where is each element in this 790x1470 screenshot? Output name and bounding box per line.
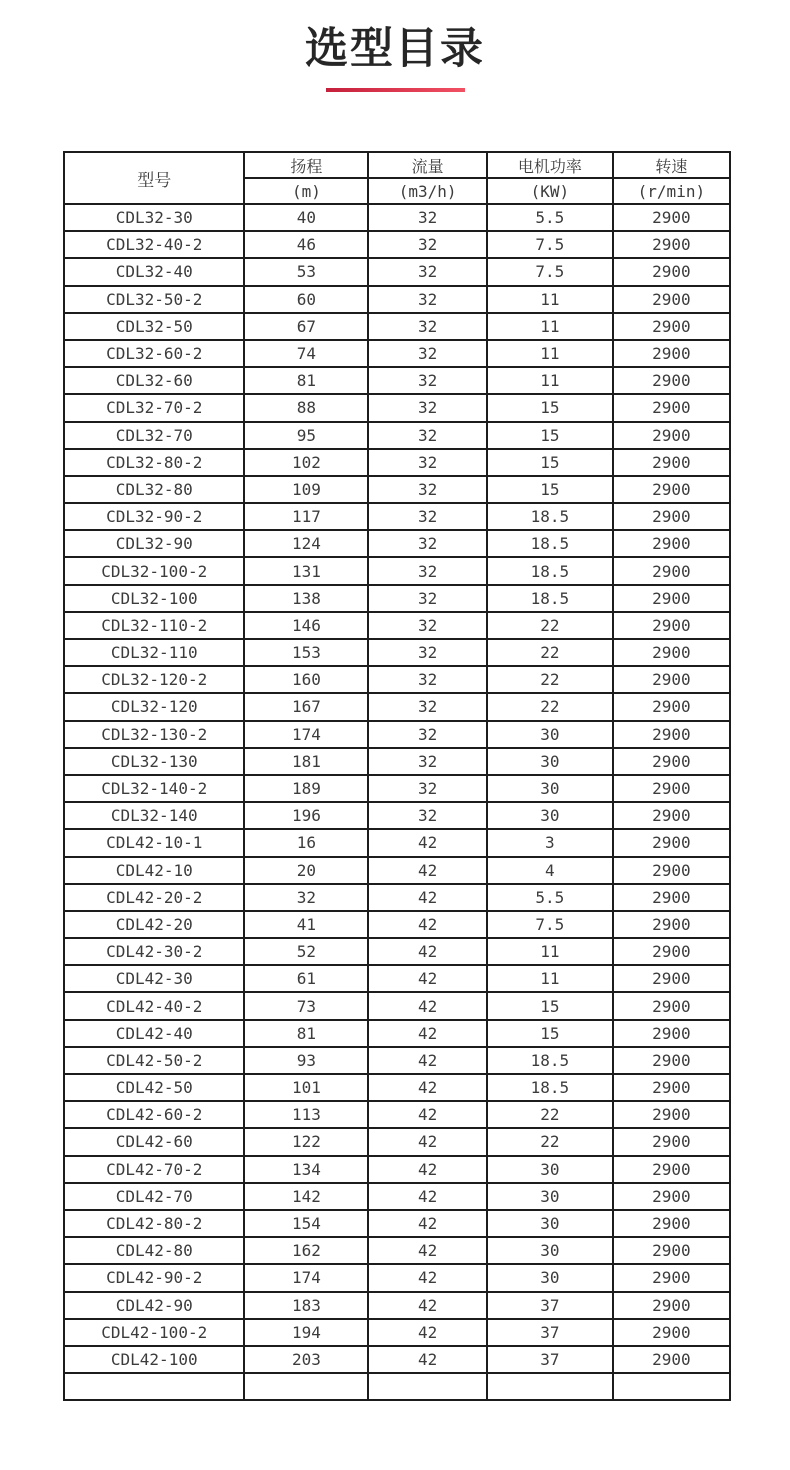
cell-model: CDL32-110: [64, 639, 244, 666]
cell-model: CDL32-40-2: [64, 231, 244, 258]
cell-speed: 2900: [613, 422, 730, 449]
cell-power: 22: [487, 693, 613, 720]
cell-speed: 2900: [613, 231, 730, 258]
cell-flow: 32: [368, 286, 487, 313]
cell-model: CDL32-30: [64, 204, 244, 231]
cell-model: CDL42-10-1: [64, 829, 244, 856]
cell-flow: 42: [368, 1346, 487, 1373]
cell-model: CDL32-60-2: [64, 340, 244, 367]
cell-flow: 42: [368, 1319, 487, 1346]
cell-model: CDL42-20: [64, 911, 244, 938]
cell-power: 22: [487, 1101, 613, 1128]
cell-power: 15: [487, 1020, 613, 1047]
cell-model: CDL42-50: [64, 1074, 244, 1101]
table-row-partial: [64, 1373, 730, 1400]
cell-head: 189: [244, 775, 368, 802]
header-label-row: [64, 152, 730, 178]
cell-power: 7.5: [487, 911, 613, 938]
cell-flow: 32: [368, 612, 487, 639]
cell-flow: 42: [368, 1047, 487, 1074]
cell-speed: 2900: [613, 1020, 730, 1047]
cell-power: 30: [487, 721, 613, 748]
cell-speed: 2900: [613, 1047, 730, 1074]
cell-speed: 2900: [613, 965, 730, 992]
table-row: [64, 1074, 730, 1101]
cell-power: 7.5: [487, 231, 613, 258]
cell-head: 41: [244, 911, 368, 938]
cell-flow: 32: [368, 639, 487, 666]
table-row: [64, 1047, 730, 1074]
cell-empty: [244, 1373, 368, 1400]
cell-empty: [64, 1373, 244, 1400]
cell-head: 101: [244, 1074, 368, 1101]
cell-power: 30: [487, 1183, 613, 1210]
cell-flow: 42: [368, 1237, 487, 1264]
cell-power: 30: [487, 802, 613, 829]
table-row: [64, 340, 730, 367]
cell-speed: 2900: [613, 884, 730, 911]
cell-head: 174: [244, 721, 368, 748]
cell-speed: 2900: [613, 693, 730, 720]
cell-flow: 42: [368, 1292, 487, 1319]
cell-flow: 42: [368, 857, 487, 884]
cell-speed: 2900: [613, 1346, 730, 1373]
cell-head: 174: [244, 1264, 368, 1291]
cell-speed: 2900: [613, 449, 730, 476]
cell-head: 60: [244, 286, 368, 313]
cell-flow: 32: [368, 530, 487, 557]
cell-empty: [368, 1373, 487, 1400]
cell-head: 93: [244, 1047, 368, 1074]
table-row: [64, 1210, 730, 1237]
cell-head: 16: [244, 829, 368, 856]
cell-power: 11: [487, 965, 613, 992]
cell-model: CDL42-90-2: [64, 1264, 244, 1291]
cell-speed: 2900: [613, 721, 730, 748]
cell-speed: 2900: [613, 340, 730, 367]
cell-empty: [613, 1373, 730, 1400]
cell-flow: 32: [368, 231, 487, 258]
table-row: [64, 1264, 730, 1291]
cell-flow: 42: [368, 938, 487, 965]
cell-model: CDL32-90-2: [64, 503, 244, 530]
cell-head: 131: [244, 557, 368, 584]
cell-speed: 2900: [613, 1183, 730, 1210]
cell-flow: 32: [368, 503, 487, 530]
cell-head: 113: [244, 1101, 368, 1128]
cell-power: 11: [487, 286, 613, 313]
cell-head: 194: [244, 1319, 368, 1346]
cell-power: 30: [487, 748, 613, 775]
cell-speed: 2900: [613, 612, 730, 639]
column-unit-power: (KW): [487, 178, 613, 204]
cell-model: CDL42-40-2: [64, 992, 244, 1019]
table-header: [64, 152, 730, 204]
table-row: [64, 721, 730, 748]
cell-speed: 2900: [613, 530, 730, 557]
cell-head: 73: [244, 992, 368, 1019]
cell-speed: 2900: [613, 992, 730, 1019]
cell-power: 18.5: [487, 585, 613, 612]
cell-power: 15: [487, 992, 613, 1019]
cell-power: 15: [487, 422, 613, 449]
cell-flow: 42: [368, 884, 487, 911]
cell-speed: 2900: [613, 394, 730, 421]
table-row: [64, 1020, 730, 1047]
cell-model: CDL32-120-2: [64, 666, 244, 693]
table-row: [64, 585, 730, 612]
cell-model: CDL32-120: [64, 693, 244, 720]
cell-model: CDL32-100-2: [64, 557, 244, 584]
cell-flow: 32: [368, 367, 487, 394]
cell-model: CDL32-80: [64, 476, 244, 503]
cell-model: CDL42-100: [64, 1346, 244, 1373]
cell-model: CDL32-40: [64, 258, 244, 285]
cell-speed: 2900: [613, 911, 730, 938]
table-row: [64, 748, 730, 775]
cell-speed: 2900: [613, 1074, 730, 1101]
column-unit-speed: (r/min): [613, 178, 730, 204]
column-header-power: 电机功率: [487, 152, 613, 178]
cell-flow: 32: [368, 721, 487, 748]
table-row: [64, 449, 730, 476]
cell-power: 15: [487, 449, 613, 476]
cell-power: 37: [487, 1346, 613, 1373]
cell-head: 122: [244, 1128, 368, 1155]
cell-flow: 42: [368, 911, 487, 938]
column-header-model: 型号: [64, 152, 244, 204]
cell-head: 167: [244, 693, 368, 720]
cell-flow: 32: [368, 666, 487, 693]
cell-head: 162: [244, 1237, 368, 1264]
table-row: [64, 693, 730, 720]
table-row: [64, 639, 730, 666]
cell-model: CDL42-100-2: [64, 1319, 244, 1346]
cell-model: CDL32-60: [64, 367, 244, 394]
cell-model: CDL32-140: [64, 802, 244, 829]
table-row: [64, 422, 730, 449]
table-row: [64, 367, 730, 394]
cell-speed: 2900: [613, 503, 730, 530]
page-title: 选型目录: [305, 24, 485, 74]
cell-speed: 2900: [613, 802, 730, 829]
cell-flow: 32: [368, 748, 487, 775]
cell-power: 3: [487, 829, 613, 856]
table-row: [64, 204, 730, 231]
cell-model: CDL32-140-2: [64, 775, 244, 802]
table-body: [64, 204, 730, 1400]
cell-power: 37: [487, 1292, 613, 1319]
cell-power: 4: [487, 857, 613, 884]
cell-flow: 42: [368, 1210, 487, 1237]
cell-flow: 32: [368, 802, 487, 829]
cell-power: 22: [487, 1128, 613, 1155]
cell-flow: 32: [368, 313, 487, 340]
cell-speed: 2900: [613, 1319, 730, 1346]
cell-power: 15: [487, 476, 613, 503]
cell-flow: 32: [368, 775, 487, 802]
cell-model: CDL42-60-2: [64, 1101, 244, 1128]
cell-flow: 32: [368, 258, 487, 285]
cell-power: 22: [487, 639, 613, 666]
cell-model: CDL42-10: [64, 857, 244, 884]
cell-model: CDL32-110-2: [64, 612, 244, 639]
table-row: [64, 857, 730, 884]
cell-flow: 32: [368, 693, 487, 720]
cell-flow: 42: [368, 1183, 487, 1210]
cell-flow: 32: [368, 449, 487, 476]
cell-model: CDL42-70: [64, 1183, 244, 1210]
cell-speed: 2900: [613, 204, 730, 231]
table-row: [64, 286, 730, 313]
cell-power: 18.5: [487, 503, 613, 530]
cell-speed: 2900: [613, 1156, 730, 1183]
cell-flow: 42: [368, 1128, 487, 1155]
cell-model: CDL42-80-2: [64, 1210, 244, 1237]
cell-flow: 32: [368, 557, 487, 584]
cell-speed: 2900: [613, 286, 730, 313]
table-row: [64, 394, 730, 421]
cell-model: CDL42-30: [64, 965, 244, 992]
cell-power: 30: [487, 775, 613, 802]
cell-head: 146: [244, 612, 368, 639]
cell-power: 18.5: [487, 1047, 613, 1074]
table-row: [64, 503, 730, 530]
table-row: [64, 1237, 730, 1264]
cell-power: 18.5: [487, 530, 613, 557]
cell-speed: 2900: [613, 666, 730, 693]
cell-head: 20: [244, 857, 368, 884]
table-row: [64, 965, 730, 992]
cell-head: 81: [244, 367, 368, 394]
cell-speed: 2900: [613, 585, 730, 612]
cell-model: CDL42-60: [64, 1128, 244, 1155]
table-row: [64, 557, 730, 584]
cell-model: CDL32-80-2: [64, 449, 244, 476]
cell-head: 46: [244, 231, 368, 258]
table-row: [64, 1128, 730, 1155]
cell-power: 22: [487, 666, 613, 693]
cell-flow: 42: [368, 1101, 487, 1128]
cell-power: 7.5: [487, 258, 613, 285]
cell-power: 30: [487, 1264, 613, 1291]
cell-model: CDL42-70-2: [64, 1156, 244, 1183]
cell-flow: 32: [368, 476, 487, 503]
cell-power: 30: [487, 1156, 613, 1183]
column-header-head: 扬程: [244, 152, 368, 178]
cell-speed: 2900: [613, 748, 730, 775]
table-row: [64, 1101, 730, 1128]
cell-model: CDL42-40: [64, 1020, 244, 1047]
table-row: [64, 476, 730, 503]
cell-head: 183: [244, 1292, 368, 1319]
cell-power: 30: [487, 1210, 613, 1237]
column-header-flow: 流量: [368, 152, 487, 178]
cell-model: CDL32-50: [64, 313, 244, 340]
cell-head: 53: [244, 258, 368, 285]
table-row: [64, 1183, 730, 1210]
table-row: [64, 884, 730, 911]
cell-flow: 42: [368, 965, 487, 992]
cell-power: 11: [487, 367, 613, 394]
table-row: [64, 258, 730, 285]
table-row: [64, 231, 730, 258]
cell-head: 52: [244, 938, 368, 965]
table-row: [64, 612, 730, 639]
table-row: [64, 313, 730, 340]
cell-flow: 32: [368, 340, 487, 367]
cell-power: 15: [487, 394, 613, 421]
page-header: [0, 0, 790, 92]
table-row: [64, 775, 730, 802]
cell-power: 22: [487, 612, 613, 639]
table-row: [64, 1292, 730, 1319]
cell-power: 11: [487, 938, 613, 965]
title-underline: [326, 88, 465, 92]
column-unit-head: (m): [244, 178, 368, 204]
cell-power: 11: [487, 313, 613, 340]
cell-speed: 2900: [613, 857, 730, 884]
cell-head: 109: [244, 476, 368, 503]
cell-head: 181: [244, 748, 368, 775]
cell-power: 18.5: [487, 557, 613, 584]
cell-power: 37: [487, 1319, 613, 1346]
cell-flow: 42: [368, 1156, 487, 1183]
cell-power: 30: [487, 1237, 613, 1264]
cell-head: 61: [244, 965, 368, 992]
table-row: [64, 992, 730, 1019]
cell-head: 102: [244, 449, 368, 476]
cell-head: 95: [244, 422, 368, 449]
cell-speed: 2900: [613, 1128, 730, 1155]
cell-head: 196: [244, 802, 368, 829]
cell-head: 32: [244, 884, 368, 911]
table-row: [64, 530, 730, 557]
cell-head: 124: [244, 530, 368, 557]
cell-model: CDL32-100: [64, 585, 244, 612]
cell-head: 203: [244, 1346, 368, 1373]
cell-speed: 2900: [613, 1264, 730, 1291]
cell-flow: 42: [368, 992, 487, 1019]
cell-head: 81: [244, 1020, 368, 1047]
cell-flow: 42: [368, 1020, 487, 1047]
cell-model: CDL32-90: [64, 530, 244, 557]
cell-model: CDL32-70: [64, 422, 244, 449]
cell-speed: 2900: [613, 367, 730, 394]
cell-model: CDL32-130: [64, 748, 244, 775]
table-row: [64, 1319, 730, 1346]
cell-head: 142: [244, 1183, 368, 1210]
cell-head: 117: [244, 503, 368, 530]
cell-model: CDL42-90: [64, 1292, 244, 1319]
table-row: [64, 829, 730, 856]
cell-head: 138: [244, 585, 368, 612]
cell-model: CDL42-80: [64, 1237, 244, 1264]
cell-speed: 2900: [613, 938, 730, 965]
cell-speed: 2900: [613, 557, 730, 584]
cell-model: CDL42-50-2: [64, 1047, 244, 1074]
column-header-speed: 转速: [613, 152, 730, 178]
cell-power: 11: [487, 340, 613, 367]
cell-empty: [487, 1373, 613, 1400]
table-row: [64, 911, 730, 938]
cell-flow: 32: [368, 204, 487, 231]
cell-head: 160: [244, 666, 368, 693]
cell-head: 74: [244, 340, 368, 367]
cell-model: CDL42-20-2: [64, 884, 244, 911]
cell-flow: 42: [368, 1074, 487, 1101]
cell-speed: 2900: [613, 1210, 730, 1237]
cell-speed: 2900: [613, 313, 730, 340]
cell-flow: 32: [368, 422, 487, 449]
cell-flow: 32: [368, 394, 487, 421]
table-row: [64, 938, 730, 965]
cell-flow: 42: [368, 1264, 487, 1291]
table-row: [64, 1156, 730, 1183]
cell-head: 153: [244, 639, 368, 666]
table-row: [64, 802, 730, 829]
column-unit-flow: (m3/h): [368, 178, 487, 204]
cell-speed: 2900: [613, 775, 730, 802]
cell-speed: 2900: [613, 829, 730, 856]
cell-head: 134: [244, 1156, 368, 1183]
selection-catalog-table: [63, 151, 731, 1401]
cell-speed: 2900: [613, 1237, 730, 1264]
cell-model: CDL32-50-2: [64, 286, 244, 313]
cell-flow: 42: [368, 829, 487, 856]
cell-model: CDL42-30-2: [64, 938, 244, 965]
cell-speed: 2900: [613, 1101, 730, 1128]
cell-speed: 2900: [613, 639, 730, 666]
cell-speed: 2900: [613, 476, 730, 503]
cell-power: 18.5: [487, 1074, 613, 1101]
cell-flow: 32: [368, 585, 487, 612]
table-row: [64, 1346, 730, 1373]
cell-head: 67: [244, 313, 368, 340]
cell-model: CDL32-70-2: [64, 394, 244, 421]
cell-model: CDL32-130-2: [64, 721, 244, 748]
cell-head: 88: [244, 394, 368, 421]
table-row: [64, 666, 730, 693]
cell-speed: 2900: [613, 1292, 730, 1319]
cell-head: 40: [244, 204, 368, 231]
cell-speed: 2900: [613, 258, 730, 285]
cell-head: 154: [244, 1210, 368, 1237]
cell-power: 5.5: [487, 884, 613, 911]
cell-power: 5.5: [487, 204, 613, 231]
